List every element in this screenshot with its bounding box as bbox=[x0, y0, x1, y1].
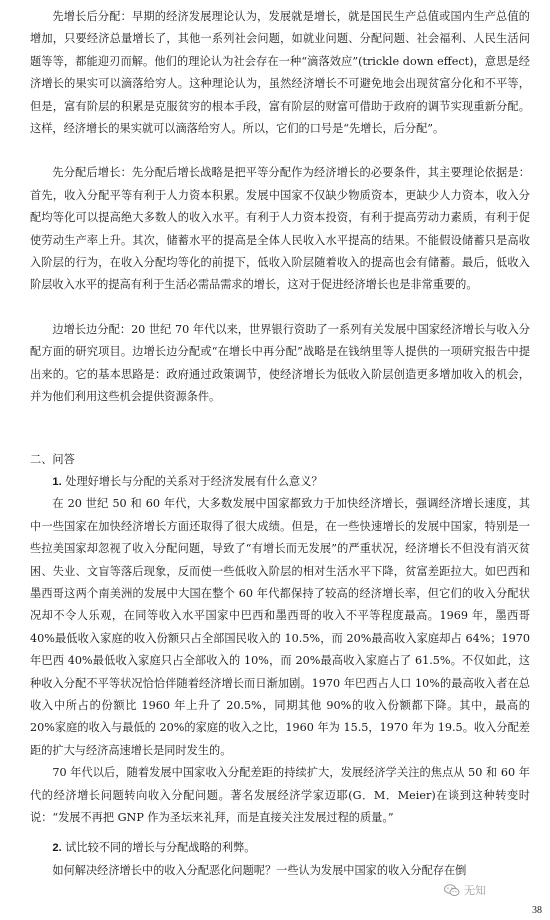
watermark-text: 无知 bbox=[464, 884, 486, 897]
question-1-text: 处理好增长与分配的关系对于经济发展有什么意义？ bbox=[65, 474, 323, 488]
question-2 bbox=[30, 837, 530, 859]
question-1 bbox=[30, 471, 530, 493]
answer-1-paragraph-2: 70 年代以后，随着发展中国家收入分配差距的持续扩大，发展经济学关注的焦点从 50 和 60 年代的经济增长问题转向收入分配问题。著名发展经济学家迈耶(G．M．Meier)在谈到这种转变时说：“发展不再把 GNP 作为圣坛来礼拜，而是直接关注发展过程的质量。” bbox=[30, 766, 530, 824]
answer-1-paragraph: 在 20 世纪 50 和 60 年代，大多数发展中国家都致力于加快经济增长，强调经济增长速度，其中一些国家在加快经济增长方面还取得了很大成绩。但是，在一些快速增长的发展中国家，特别是一些拉美国家却忽视了收入分配问题，导致了“有增长而无发展”的严重状况，经济增长不但没有消灭贫困、失业、文盲等落后现象，反而使一些低收入阶层的相对生活水平下降，贫富差距拉大。如巴西和墨西哥这两个南美洲的发展中大国在整个 60 年代都保持了较高的经济增长率，但它们的收入分配状况却不令人乐观，在同等收入水平国家中巴西和墨西哥的收入不平等程度最高。1969 年，墨西哥 40%最低收入家庭的收入份额只占全部国民收入的 10.5%，而 20%最高收入家庭却占 64%；1970 年巴西 40%最低收入家庭只占全部收入的 10%，而 20%最高收入家庭占了 61.5%。不仅如此，这种收入分配不平等状况恰恰伴随着经济增长而日渐加剧。1970 年巴西占人口 10%的最高收入者在总收入中所占的份额比 1960 年上升了 20.5%，同期其他 90%的收入份额都下降。其中，最高的 20%家庭的收入与最低的 20%的家庭的收入之比，1960 年为 15.5，1970 年为 19.5。收入分配差距的扩大与经济高速增长是同时发生的。 bbox=[30, 497, 530, 757]
question-2-text: 试比较不同的增长与分配战略的利弊。 bbox=[65, 841, 256, 855]
paragraph-grow-first: 先增长后分配：早期的经济发展理论认为，发展就是增长，就是国民生产总值或国内生产总值的增加，只要经济总量增长了，其他一系列社会问题，如就业问题、分配问题、社会福利、人民生活问题等等，都能迎刃而解。他们的理论认为社会存在一种“滴落效应”(trickle down effect)，意思是经济增长的果实可以滴落给穷人。这种理论认为，虽然经济增长不可避免地会出现贫富分化和不平等，但是，富有阶层的积累是克服贫穷的根本手段，富有阶层的财富可借助于政府的调节实现重新分配。这样，经济增长的果实就可以滴落给穷人。所以，它们的口号是“先增长，后分配”。 bbox=[30, 10, 530, 136]
question-2-number: 2. bbox=[52, 842, 62, 855]
paragraph-grow-and-distribute: 边增长边分配：20 世纪 70 年代以来，世界银行资助了一系列有关发展中国家经济增长与收入分配方面的研究项目。边增长边分配或“在增长中再分配”战略是在钱纳里等人提供的一项研究报告中提出来的。它的基本思路是：政府通过政策调节，使经济增长为低收入阶层创造更多增加收入的机会，并为他们利用这些机会提供资源条件。 bbox=[30, 322, 530, 404]
section-title: 二、问答 bbox=[30, 452, 75, 466]
watermark bbox=[444, 882, 486, 898]
answer-2-paragraph: 如何解决经济增长中的收入分配恶化问题呢？一些认为发展中国家的收入分配存在倒 bbox=[52, 863, 467, 877]
page-number: 38 bbox=[532, 905, 542, 916]
page-content bbox=[30, 6, 530, 882]
wechat-icon bbox=[444, 884, 460, 897]
question-1-number: 1. bbox=[52, 475, 62, 488]
paragraph-distribute-first: 先分配后增长：先分配后增长战略是把平等分配作为经济增长的必要条件，其主要理论依据是：首先，收入分配平等有利于人力资本积累。发展中国家不仅缺少物质资本，更缺少人力资本，收入分配均等化可以提高绝大多数人的收入水平。有利于人力资本投资，有利于提高劳动力素质，有利于促使劳动生产率上升。其次，储蓄水平的提高是全体人民收入水平提高的结果。不能假设储蓄只是高收入阶层的行为，在收入分配均等化的前提下，低收入阶层随着收入的提高也会有储蓄。最后，低收入阶层收入水平的提高有利于生活必需品需求的增长，这对于促进经济增长也是非常重要的。 bbox=[30, 166, 530, 292]
